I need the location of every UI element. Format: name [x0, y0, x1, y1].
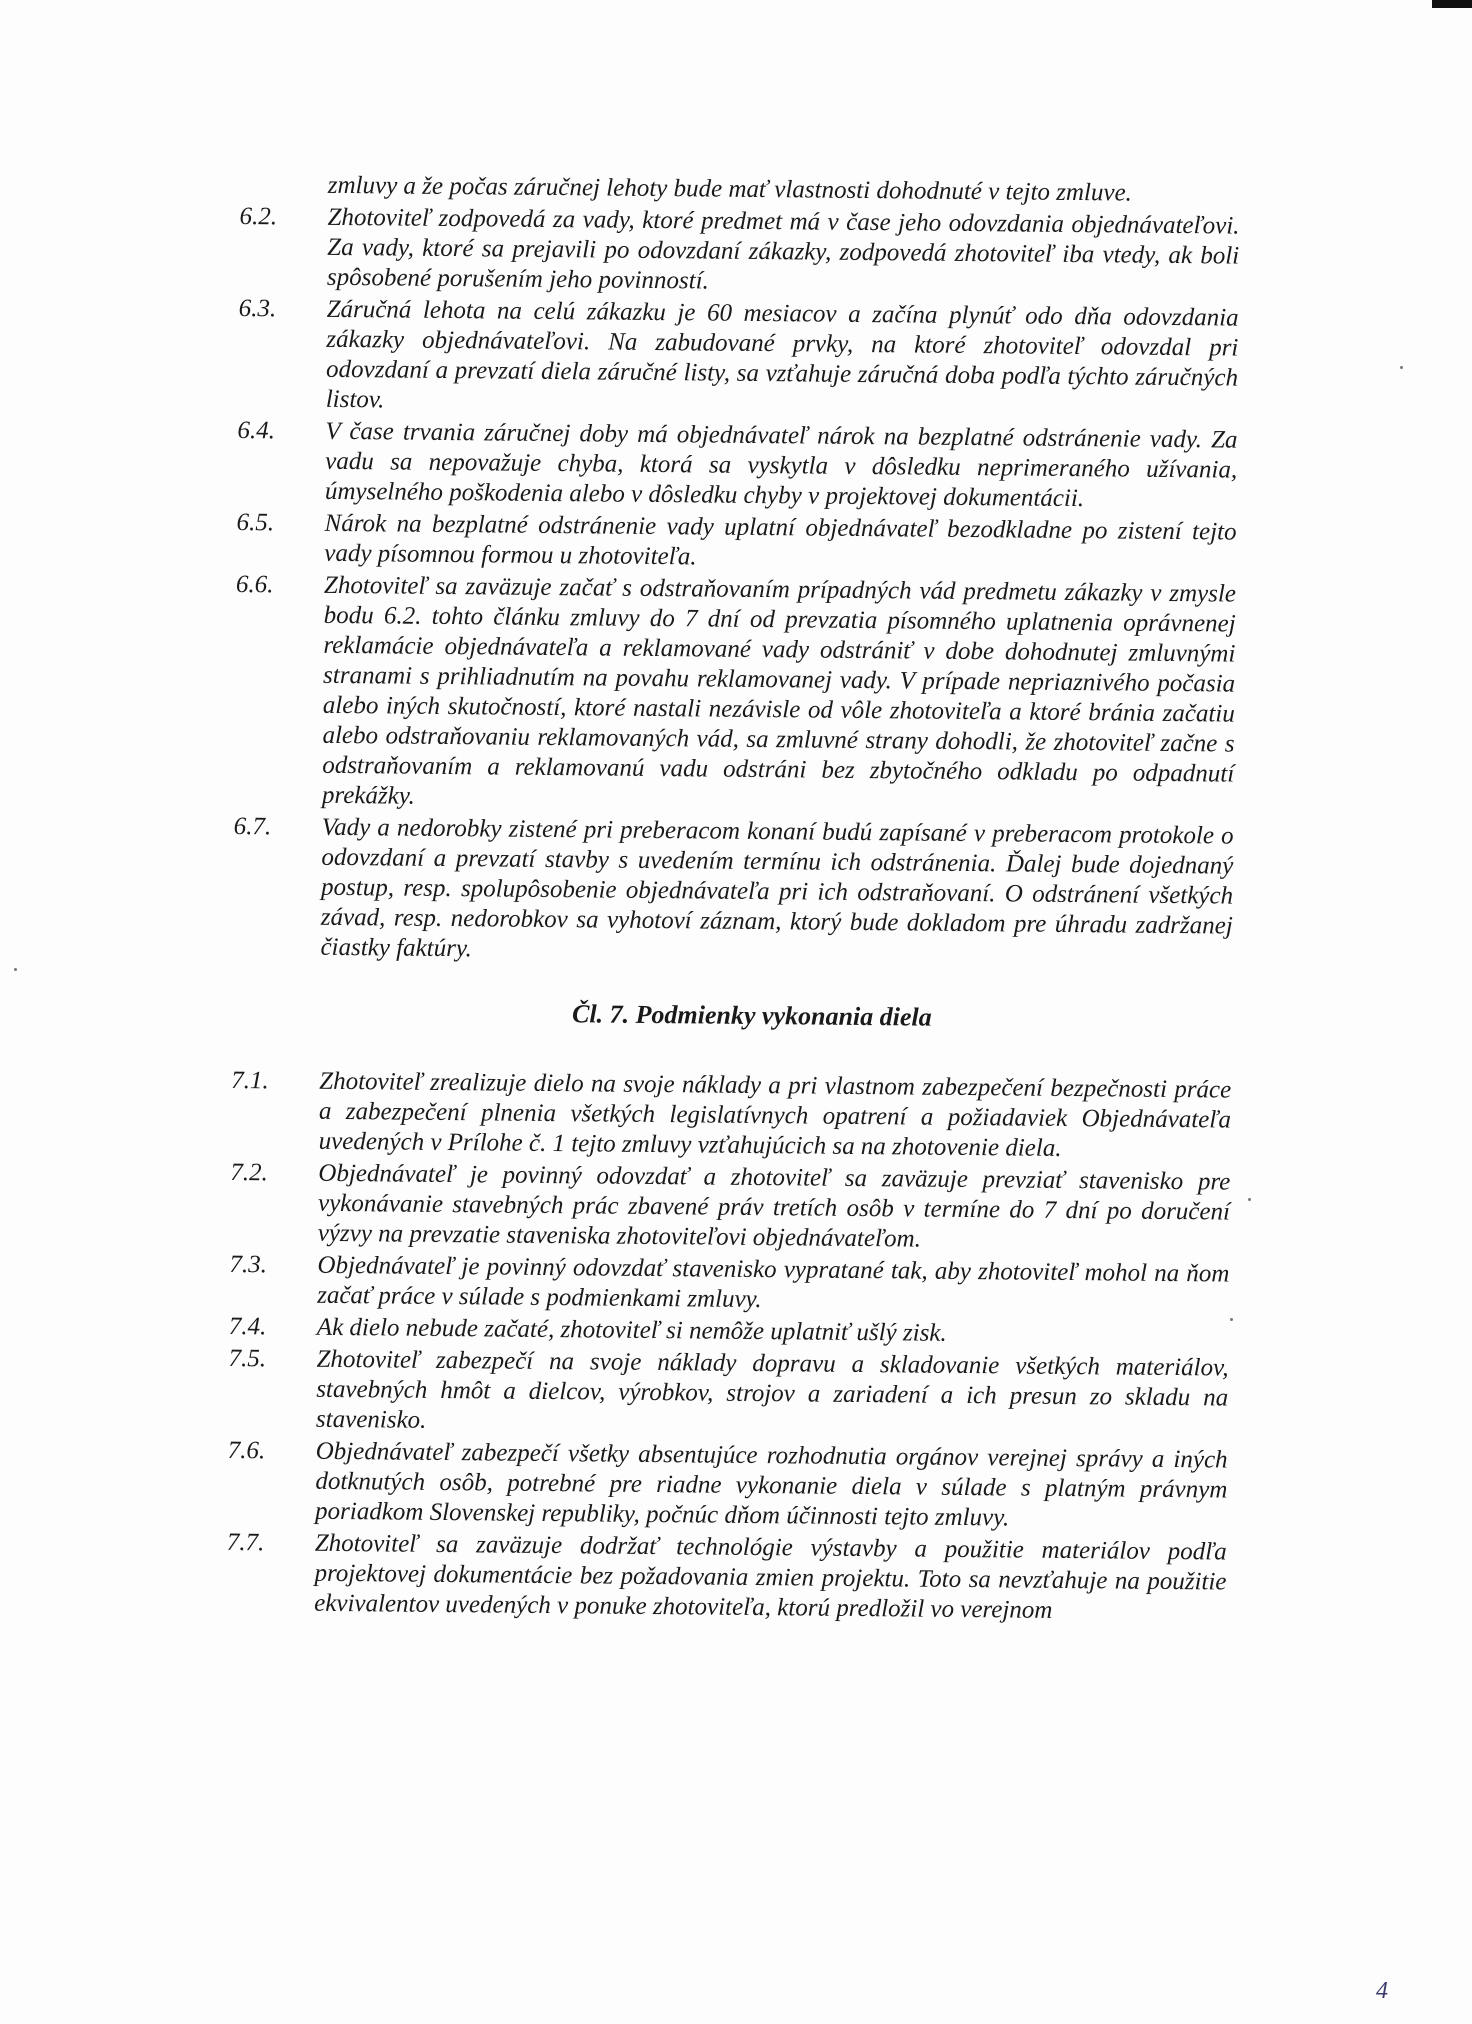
clause-number: 7.7.: [226, 1528, 265, 1557]
scan-speck: [1248, 1198, 1251, 1201]
clause-number: 6.6.: [235, 570, 274, 599]
clause-text: Objednávateľ zabezpečí všetky absentujúce rozhodnutia orgánov verejnej správy a iných dotknutých osôb, potrebné pre riadne vykonanie diela v súlade s platným právnym poriadkom Slovenskej republiky, počnúc dňom účinnosti tejto zmluvy.: [314, 1437, 1228, 1532]
clause-number: 7.5.: [228, 1344, 267, 1373]
clause-text: Objednávateľ je povinný odovzdať stavenisko vypratané tak, aby zhotoviteľ mohol na ňom začať práce v súlade s podmienkami zmluvy.: [317, 1251, 1230, 1314]
clause-6-4: [237, 414, 1238, 516]
clause-number: 6.4.: [237, 416, 276, 445]
clause-7-5: [228, 1342, 1229, 1444]
clause-text: Zhotoviteľ zrealizuje dielo na svoje náklady a pri vlastnom zabezpečení bezpečnosti práce a zabezpečení plnenia všetkých legislatívnych opatrení a požiadaviek Objednávateľa uvedených v Prílohe č. 1 tejto zmluvy vzťahujúcich sa na zhotovenie diela.: [318, 1067, 1232, 1162]
clause-text: Vady a nedorobky zistené pri preberacom konaní budú zapísané v preberacom protokole o odovzdaní a prevzatí stavby s uvedením termínu ich odstránenia. Ďalej bude dojednaný postup, resp. spolupôsobenie objednávateľa pri ich odstraňovaní. O odstránení všetkých závad, resp. nedorobkov sa vyhotoví záznam, ktorý bude dokladom pre úhradu zadržanej čiastky faktúry.: [320, 813, 1234, 963]
clause-text: V čase trvania záručnej doby má objednávateľ nárok na bezplatné odstránenie vady. Za vadu sa nepovažuje chyba, ktorá sa vyskytla v dôsledku neprimeraného užívania, úmyselného poškodenia alebo v dôsledku chyby v projektovej dokumentácii.: [324, 417, 1238, 513]
article-7-heading: Čl. 7. Podmienky vykonania diela: [571, 999, 932, 1032]
clause-7-2: [230, 1156, 1231, 1258]
clause-6-5: [236, 506, 1237, 578]
handwritten-page-number: 4: [1376, 1978, 1388, 2004]
clause-7-1: [231, 1064, 1232, 1166]
clause-number: 7.1.: [231, 1066, 269, 1095]
clause-text: Záručná lehota na celú zákazku je 60 mesiacov a začína plynúť odo dňa odovzdania zákazky objednávateľovi. Na zabudované prvky, na ktoré zhotoviteľ odovzdal pri odovzdaní a prevzatí diela záručné listy, sa vzťahuje záručná doba podľa týchto záručných listov.: [325, 295, 1239, 414]
clause-text: Zhotoviteľ sa zaväzuje začať s odstraňovaním prípadných vád predmetu zákazky v zmysle bodu 6.2. tohto článku zmluvy do 7 dní od prevzatia písomného uplatnenia oprávnenej reklamácie objednávateľa a reklamované vady odstrániť v dobe dohodnutej zmluvnými stranami s prihliadnutím na povahu reklamovanej vady. V prípade nepriaznivého počasia alebo iných skutočností, ktoré nastali nezávisle od vôle zhotoviteľa a ktoré bránia začatiu alebo odstraňovaniu reklamovaných vád, sa zmluvné strany dohodli, že zhotoviteľ začne s odstraňovaním a reklamovanú vadu odstráni bez zbytočného odkladu po odpadnutí prekážky.: [321, 571, 1237, 810]
scan-speck: [1230, 1318, 1233, 1321]
clause-number: 7.6.: [227, 1436, 266, 1465]
clause-7-7: [226, 1526, 1227, 1628]
clause-6-6: [234, 568, 1236, 820]
scan-corner-mark: [1432, 0, 1472, 8]
clause-number: 6.2.: [239, 202, 278, 231]
clause-number: 7.2.: [230, 1158, 268, 1187]
clause-number: 6.7.: [233, 812, 272, 841]
clause-text: Nárok na bezplatné odstránenie vady uplatní objednávateľ bezodkladne po zistení tejto vady písomnou formou u zhotoviteľa.: [324, 509, 1237, 571]
clause-text: Zhotoviteľ zabezpečí na svoje náklady dopravu a skladovanie všetkých materiálov, stavebných hmôt a dielcov, výrobkov, strojov a zariadení a ich presun zo skladu na stavenisko.: [315, 1345, 1229, 1434]
clause-number: 7.4.: [228, 1312, 267, 1341]
clause-6-7: [232, 810, 1233, 972]
clause-6-3: [238, 292, 1239, 424]
clause-6-2: [239, 200, 1240, 302]
scan-speck: [1400, 366, 1403, 369]
clause-text: Zhotoviteľ zodpovedá za vady, ktoré predmet má v čase jeho odovzdania objednávateľovi. Za vady, ktoré sa prejavili po odovzdaní zákazky, zodpovedá zhotoviteľ iba vtedy, ak boli spôsobené porušením jeho povinností.: [326, 203, 1240, 295]
clause-7-3: [229, 1248, 1230, 1320]
scan-speck: [14, 968, 17, 971]
clause-number: 7.3.: [229, 1250, 268, 1279]
section-7-list: [226, 1064, 1231, 1628]
lead-line: zmluvy a že počas záručnej lehoty bude mať vlastnosti dohodnuté v tejto zmluve.: [327, 171, 1133, 207]
clause-text: Ak dielo nebude začaté, zhotoviteľ si nemôže uplatniť ušlý zisk.: [316, 1313, 947, 1347]
clause-text: Objednávateľ je povinný odovzdať a zhotoviteľ sa zaväzuje prevziať stavenisko pre vykonávanie stavebných prác zbavené práv tretích osôb v termíne do 7 dní po doručení výzvy na prevzatie staveniska zhotoviteľovi objednávateľom.: [317, 1159, 1231, 1253]
section-6-list: [232, 200, 1239, 972]
clause-number: 6.5.: [236, 508, 275, 537]
document-body: [226, 168, 1240, 1628]
clause-number: 6.3.: [238, 294, 277, 323]
clause-7-6: [227, 1434, 1228, 1536]
clause-text: Zhotoviteľ sa zaväzuje dodržať technológie výstavby a použitie materiálov podľa projektovej dokumentácie bez požadovania zmien projektu. Toto sa nevzťahuje na použitie ekvivalentov uvedených v ponuke zhotoviteľa, ktorú predložil vo verejnom: [314, 1529, 1227, 1624]
